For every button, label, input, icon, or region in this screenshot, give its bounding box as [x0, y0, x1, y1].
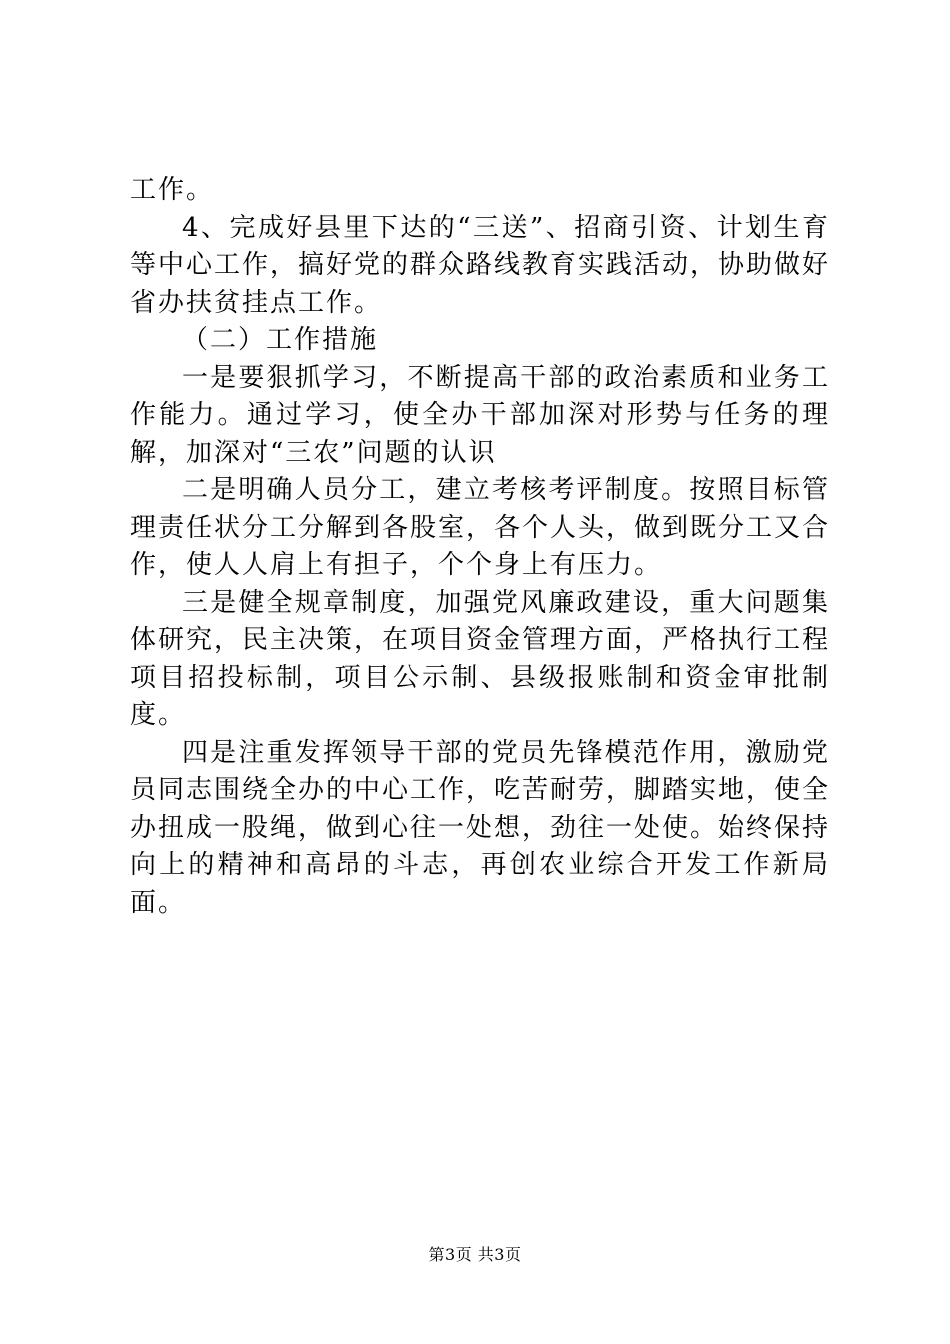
- section-heading: （二）工作措施: [182, 325, 379, 355]
- paragraph-6: 四是注重发挥领导干部的党员先锋模范作用，激励党员同志围绕全办的中心工作，吃苦耐劳，脚踏实地，使全办扭成一股绳，做到心往一处想，劲往一处使。始终保持向上的精神和高昂的斗志，再创农业综合开发工作新局面。: [130, 737, 831, 918]
- paragraph-1: 工作。: [130, 175, 215, 205]
- paragraph-5: 三是健全规章制度，加强党风廉政建设，重大问题集体研究，民主决策，在项目资金管理方面，严格执行工程项目招投标制，项目公示制、县级报账制和资金审批制度。: [130, 587, 831, 730]
- page-number-footer: 第3页 共3页: [428, 1245, 522, 1264]
- paragraph-2: 4、完成好县里下达的“三送”、招商引资、计划生育等中心工作，搞好党的群众路线教育实践活动，协助做好省办扶贫挂点工作。: [130, 212, 831, 318]
- paragraph-3: 一是要狠抓学习，不断提高干部的政治素质和业务工作能力。通过学习，使全办干部加深对形势与任务的理解，加深对“三农”问题的认识: [130, 362, 830, 468]
- document-body: [130, 172, 830, 922]
- paragraph-4: 二是明确人员分工，建立考核考评制度。按照目标管理责任状分工分解到各股室，各个人头，做到既分工又合作，使人人肩上有担子，个个身上有压力。: [130, 475, 831, 580]
